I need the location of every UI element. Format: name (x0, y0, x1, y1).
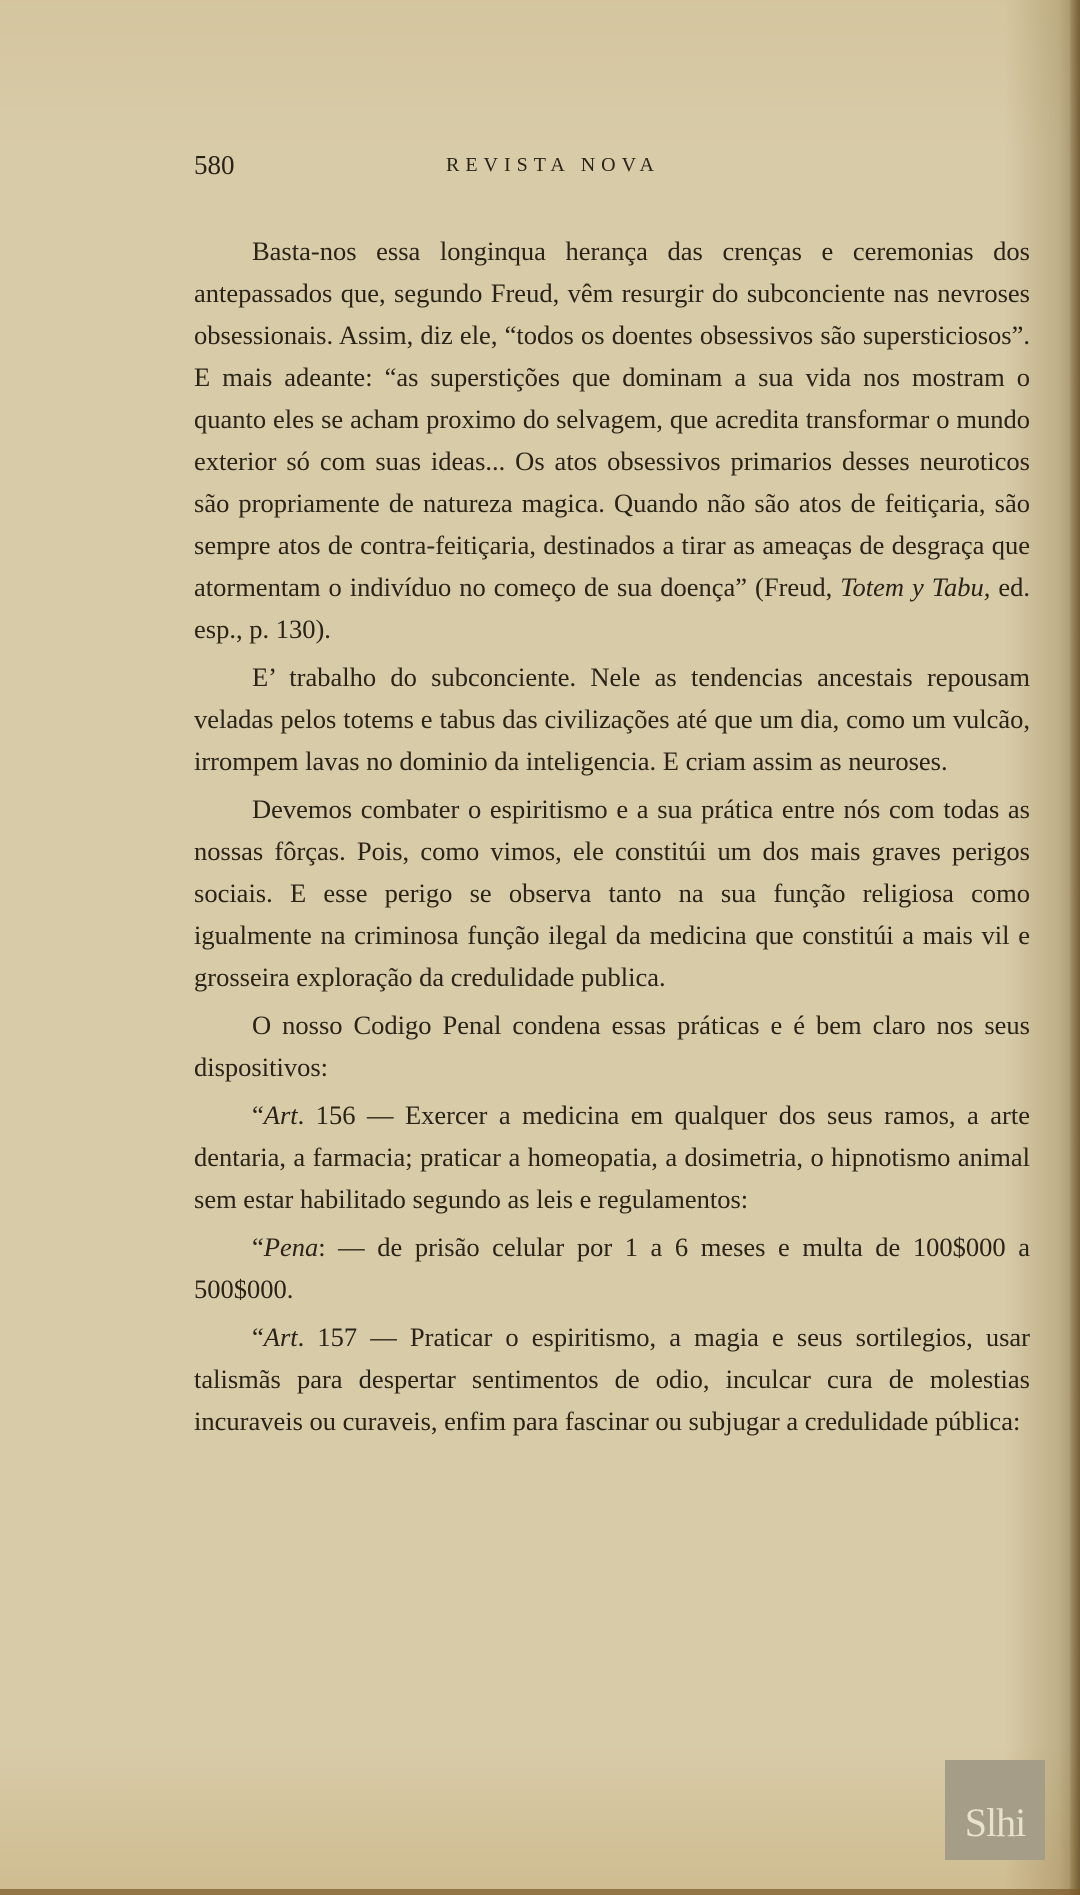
watermark-logo (945, 1760, 1045, 1860)
text-run: “ (252, 1322, 264, 1352)
paragraph (194, 788, 1030, 998)
text-run: Devemos combater o espiritismo e a sua prática entre nós com todas as nossas fôrças. Pois, como vimos, ele constitúi um dos mais graves perigos sociais. E esse perigo se observa tanto na sua função religiosa como igualmente na criminosa função ilegal da medicina que constitúi a mais vil e grosseira exploração da credulidade publica. (194, 794, 1030, 992)
text-run: . 157 — Praticar o espiritismo, a magia e seus sortilegios, usar talismãs para despertar sentimentos de odio, inculcar cura de molestias incuraveis ou curaveis, enfim para fascinar ou subjugar a credulidade pública: (194, 1322, 1030, 1436)
italic-text: Art (263, 1100, 298, 1130)
page-header (194, 150, 1074, 190)
paragraph (194, 230, 1030, 650)
text-run: O nosso Codigo Penal condena essas práticas e é bem claro nos seus dispositivos: (194, 1010, 1030, 1082)
text-run: . 156 — Exercer a medicina em qualquer dos seus ramos, a arte dentaria, a farmacia; praticar a homeopatia, a dosimetria, o hipnotismo animal sem estar habilitado segundo as leis e regulamentos: (194, 1100, 1030, 1214)
paragraph (194, 1226, 1030, 1310)
text-run: “ (252, 1100, 264, 1130)
text-run: ed. esp., p. 130). (194, 572, 1030, 644)
text-run: Basta-nos essa longinqua herança das crenças e ceremonias dos antepassados que, segundo Freud, vêm resurgir do subconciente nas nevroses obsessionais. Assim, diz ele, “todos os doentes obsessivos são supersticiosos”. E mais adeante: “as superstições que dominam a sua vida nos mostram o quanto eles se acham proximo do selvagem, que acredita transformar o mundo exterior só com suas ideas... Os atos obsessivos primarios desses neuroticos são propriamente de natureza magica. Quando não são atos de feitiçaria, são sempre atos de contra-feitiçaria, destinados a tirar as ameaças de desgraça que atormentam o indivíduo no começo de sua doença” (Freud, (194, 236, 1030, 602)
page-bottom-edge (0, 1889, 1080, 1895)
italic-text: Art (263, 1322, 298, 1352)
text-run: : — de prisão celular por 1 a 6 meses e multa de 100$000 a 500$000. (194, 1232, 1030, 1304)
page-number: 580 (194, 150, 235, 180)
paragraph (194, 1004, 1030, 1088)
page-edge-shadow (1070, 0, 1080, 1895)
italic-text: Totem y Tabu, (840, 572, 991, 602)
paragraph (194, 1094, 1030, 1220)
running-title: REVISTA NOVA (446, 154, 660, 176)
paragraph (194, 1316, 1030, 1442)
article-body (194, 230, 1030, 1448)
text-run: E’ trabalho do subconciente. Nele as tendencias ancestais repousam veladas pelos totems e tabus das civilizações até que um dia, como um vulcão, irrompem lavas no dominio da inteligencia. E criam assim as neuroses. (194, 662, 1030, 776)
watermark-logo-text: Slhi (964, 1800, 1026, 1845)
italic-text: Pena (263, 1232, 319, 1262)
paragraph (194, 656, 1030, 782)
text-run: “ (252, 1232, 264, 1262)
